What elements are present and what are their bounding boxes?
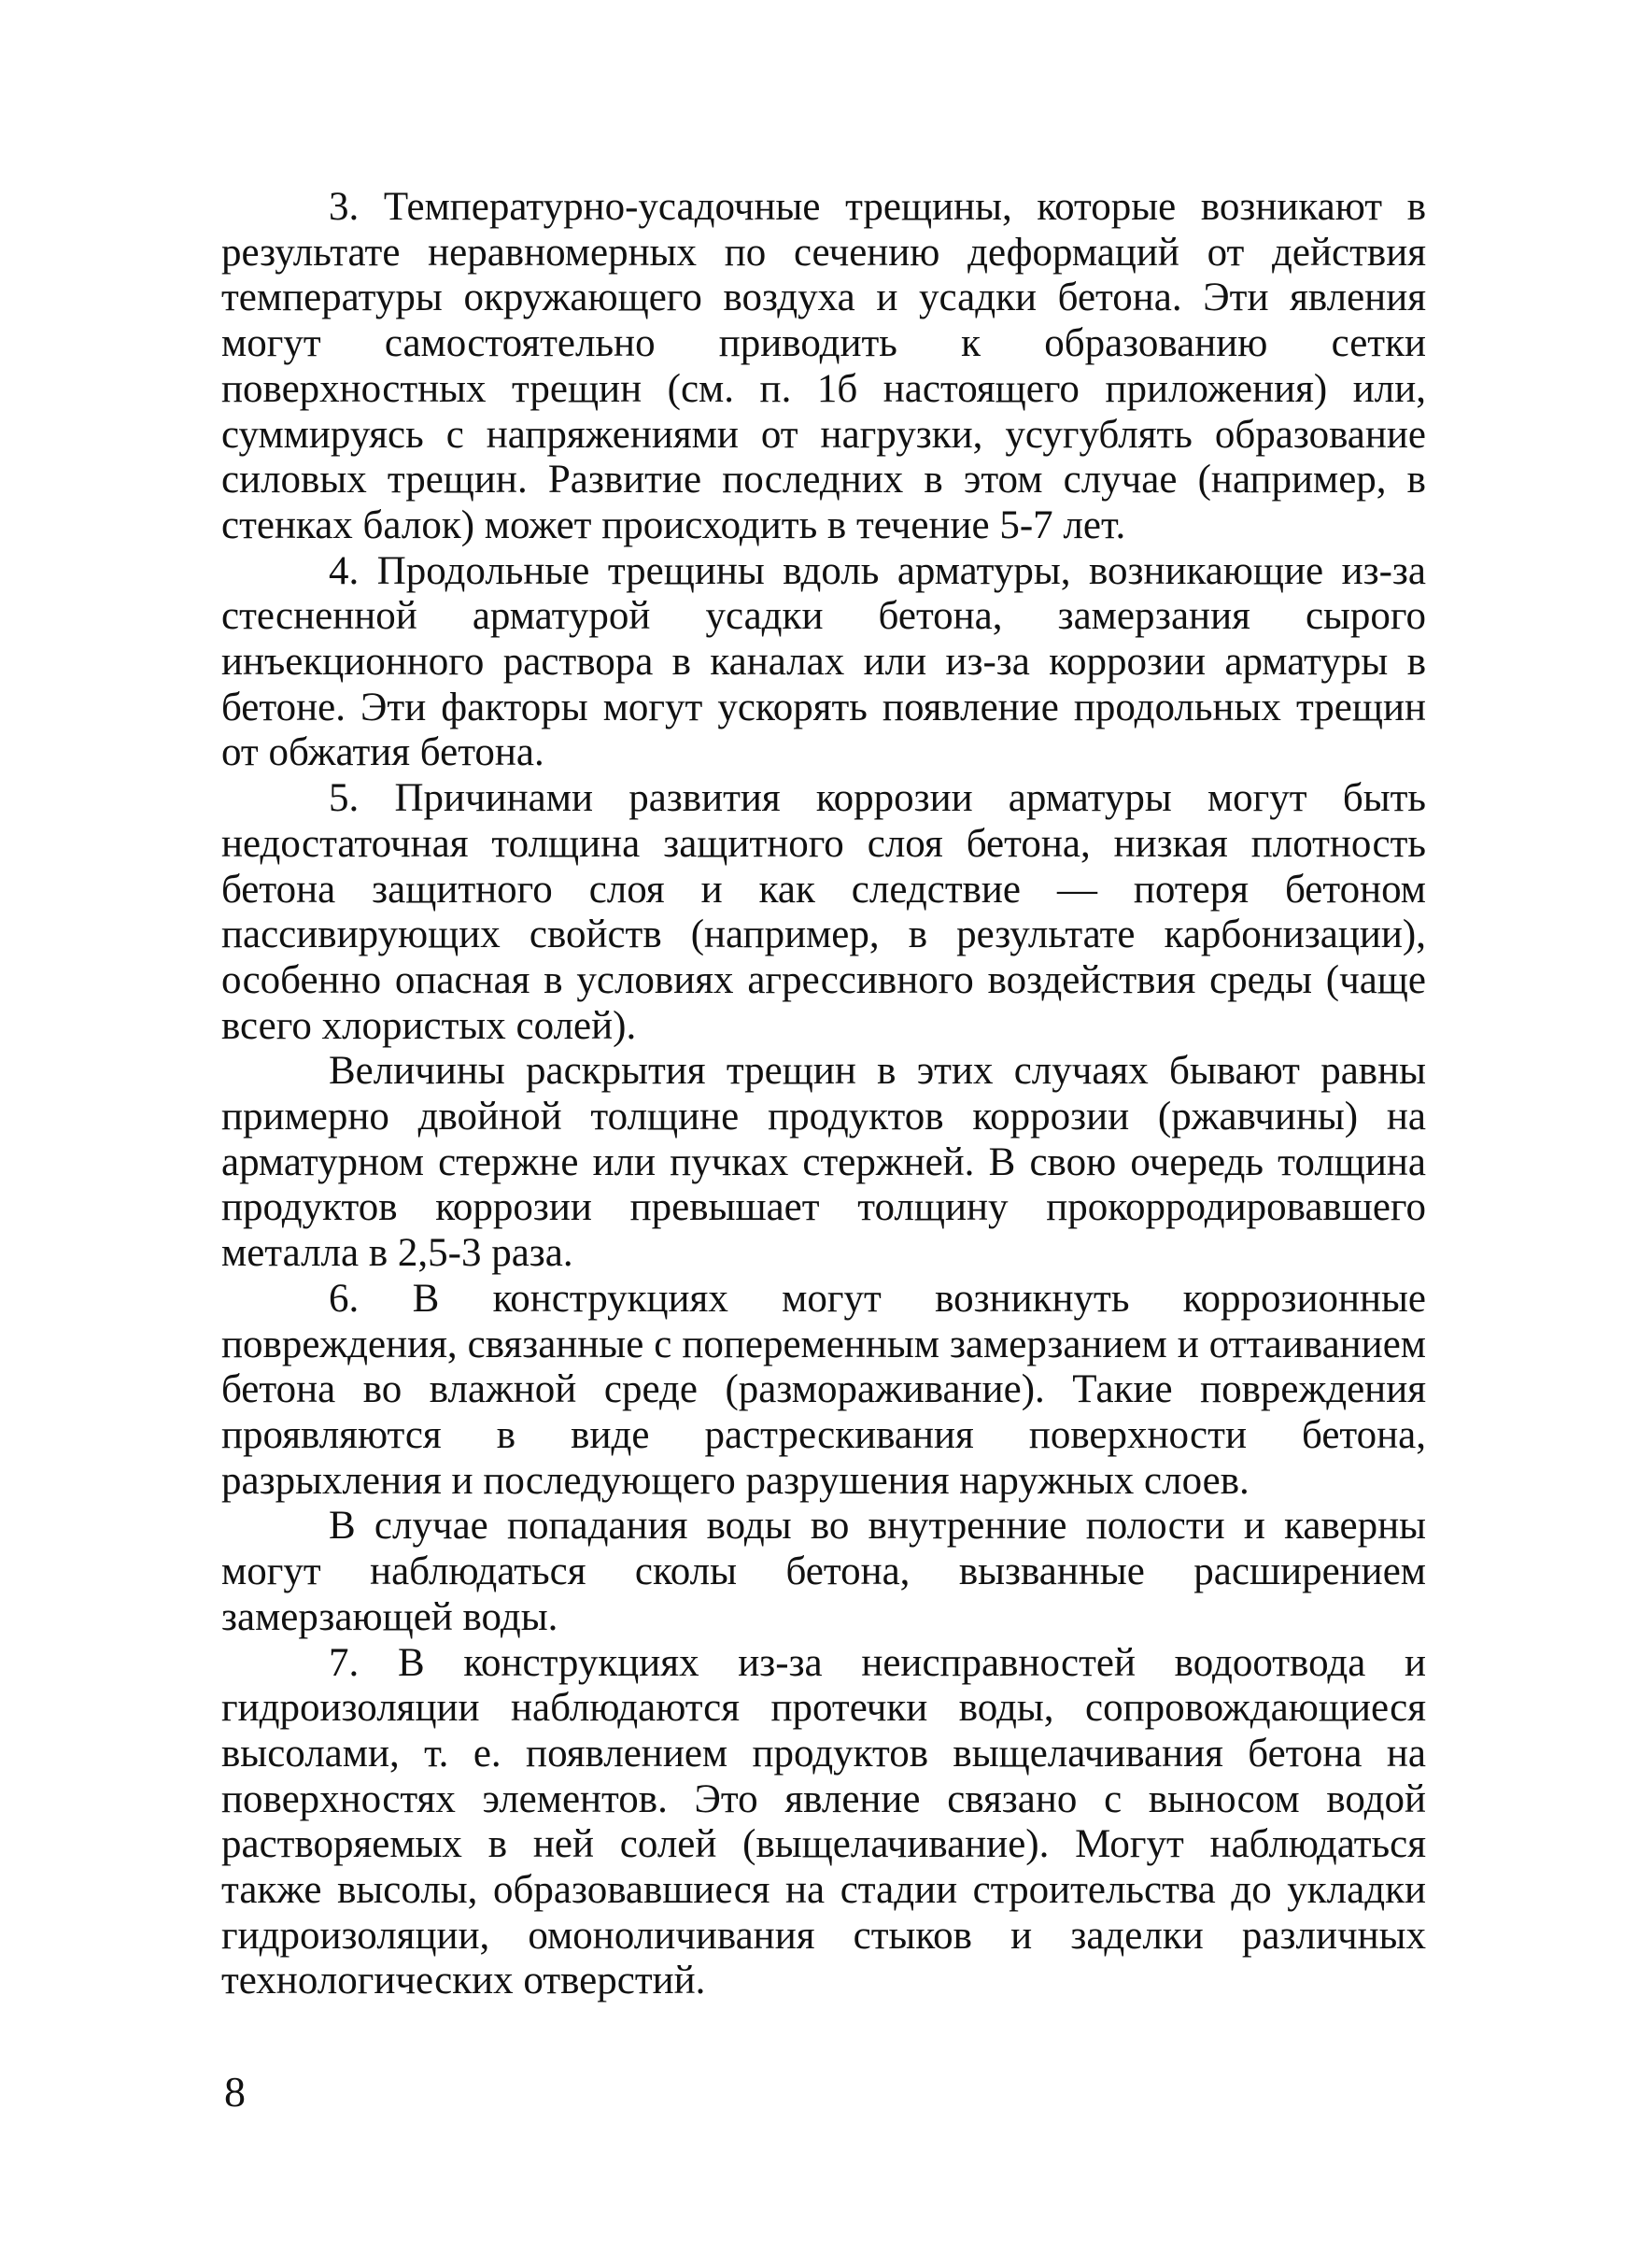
paragraph-5-reinforcement-corrosion: 5. Причинами развития коррозии арматуры могут быть недостаточная толщина защитного слоя бетона, низкая плотность бетона защитного слоя и как следствие — потеря бетоном пассивирующих свойств (например, в результате карбонизации), особенно опасная в условиях агрессивного воздействия среды (чаще всего хлористых солей). xyxy=(221,776,1426,1048)
paragraph-3-temperature-shrinkage-cracks: 3. Температурно-усадочные трещины, которые возникают в результате неравномерных по сечению деформаций от действия температуры окружающего воздуха и усадки бетона. Эти явления могут самостоятельно приводить к образованию сетки поверхностных трещин (см. п. 1б настоящего приложения) или, суммируясь с напряжениями от нагрузки, усугублять образование силовых трещин. Развитие последних в этом случае (например, в стенках балок) может происходить в течение 5-7 лет. xyxy=(221,185,1426,547)
paragraph-4-longitudinal-cracks: 4. Продольные трещины вдоль арматуры, возникающие из-за стесненной арматурой усадки бетона, замерзания сырого инъекционного раствора в каналах или из-за коррозии арматуры в бетоне. Эти факторы могут ускорять появление продольных трещин от обжатия бетона. xyxy=(221,548,1426,775)
body-text xyxy=(221,185,1426,2004)
page-number: 8 xyxy=(224,2068,246,2116)
paragraph-water-in-cavities: В случае попадания воды во внутренние полости и каверны могут наблюдаться сколы бетона, вызванные расширением замерзающей воды. xyxy=(221,1504,1426,1639)
paragraph-crack-width: Величины раскрытия трещин в этих случаях бывают равны примерно двойной толщине продуктов коррозии (ржавчины) на арматурном стержне или пучках стержней. В свою очередь толщина продуктов коррозии превышает толщину прокорродировавшего металла в 2,5-3 раза. xyxy=(221,1049,1426,1276)
paragraph-7-water-leaks-efflorescence: 7. В конструкциях из-за неисправностей водоотвода и гидроизоляции наблюдаются протечки воды, сопровождающиеся высолами, т. е. появлением продуктов выщелачивания бетона на поверхностях элементов. Это явление связано с выносом водой растворяемых в ней солей (выщелачивание). Могут наблюдаться также высолы, образовавшиеся на стадии строительства до укладки гидроизоляции, омоноличивания стыков и заделки различных технологических отверстий. xyxy=(221,1640,1426,2003)
paragraph-6-freeze-thaw-damage: 6. В конструкциях могут возникнуть коррозионные повреждения, связанные с попеременным замерзанием и оттаиванием бетона во влажной среде (размораживание). Такие повреждения проявляются в виде растрескивания поверхности бетона, разрыхления и последующего разрушения наружных слоев. xyxy=(221,1276,1426,1503)
